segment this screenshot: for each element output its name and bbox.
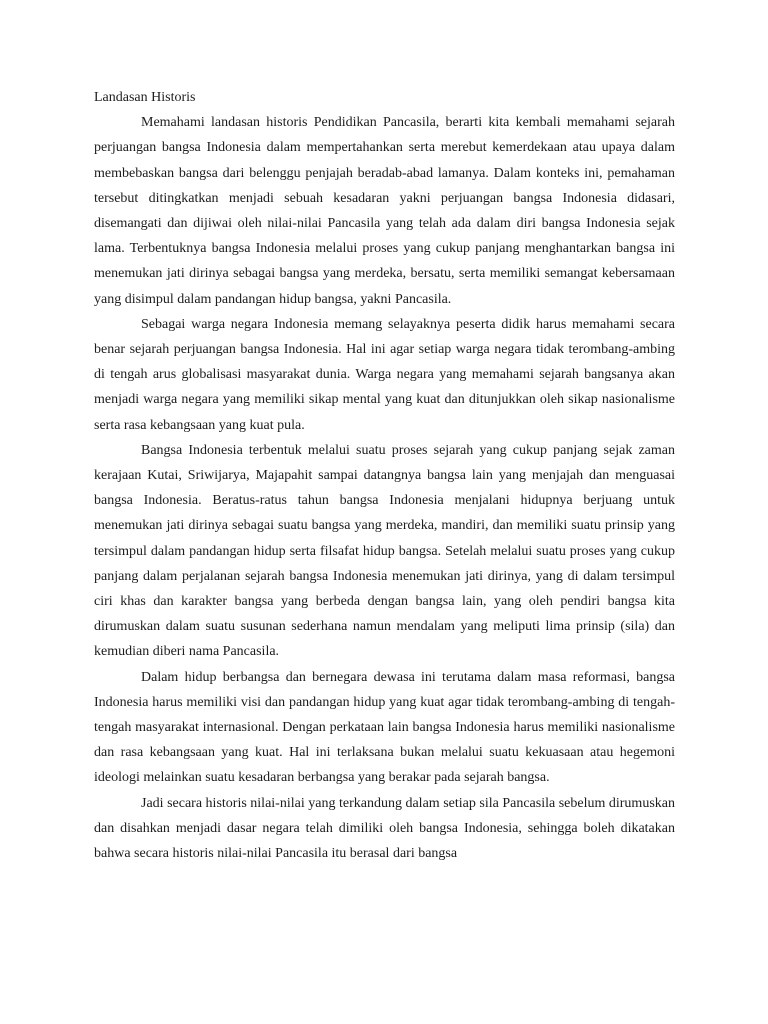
paragraph: Memahami landasan historis Pendidikan Pancasila, berarti kita kembali memahami sejarah perjuangan bangsa Indonesia dalam mempertahankan serta merebut kemerdekaan atau upaya dalam membebaskan bangsa dari belenggu penjajah beradab-abad lamanya. Dalam konteks ini, pemahaman tersebut ditingkatkan menjadi sebuah kesadaran yakni perjuangan bangsa Indonesia didasari, disemangati dan dijiwai oleh nilai-nilai Pancasila yang telah ada dalam diri bangsa Indonesia sejak lama. Terbentuknya bangsa Indonesia melalui proses yang cukup panjang menghantarkan bangsa ini menemukan jati dirinya sebagai bangsa yang merdeka, bersatu, serta memiliki semangat kebersamaan yang disimpul dalam pandangan hidup bangsa, yakni Pancasila. (94, 115, 675, 307)
paragraph: Jadi secara historis nilai-nilai yang terkandung dalam setiap sila Pancasila sebelum dirumuskan dan disahkan menjadi dasar negara telah dimiliki oleh bangsa Indonesia, sehingga boleh dikatakan bahwa secara historis nilai-nilai Pancasila itu berasal dari bangsa (94, 795, 675, 862)
paragraph: Bangsa Indonesia terbentuk melalui suatu proses sejarah yang cukup panjang sejak zaman kerajaan Kutai, Sriwijarya, Majapahit sampai datangnya bangsa lain yang menjajah dan menguasai bangsa Indonesia. Beratus-ratus tahun bangsa Indonesia menjalani hidupnya berjuang untuk menemukan jati dirinya sebagai suatu bangsa yang merdeka, mandiri, dan memiliki suatu prinsip yang tersimpul dalam pandangan hidup serta filsafat hidup bangsa. Setelah melalui suatu proses yang cukup panjang dalam perjalanan sejarah bangsa Indonesia menemukan jati dirinya, yang di dalam tersimpul ciri khas dan karakter bangsa yang berbeda dengan bangsa lain, yang oleh pendiri bangsa kita dirumuskan dalam suatu susunan sederhana namun mendalam yang meliputi lima prinsip (sila) dan kemudian diberi nama Pancasila. (94, 442, 675, 660)
paragraph: Sebagai warga negara Indonesia memang selayaknya peserta didik harus memahami secara benar sejarah perjuangan bangsa Indonesia. Hal ini agar setiap warga negara tidak terombang-ambing di tengah arus globalisasi masyarakat dunia. Warga negara yang memahami sejarah bangsanya akan menjadi warga negara yang memiliki sikap mental yang kuat dan ditunjukkan oleh sikap nasionalisme serta rasa kebangsaan yang kuat pula. (94, 316, 675, 433)
document-body (94, 85, 675, 866)
paragraph: Dalam hidup berbangsa dan bernegara dewasa ini terutama dalam masa reformasi, bangsa Indonesia harus memiliki visi dan pandangan hidup yang kuat agar tidak terombang-ambing di tengah-tengah masyarakat internasional. Dengan perkataan lain bangsa Indonesia harus memiliki nasionalisme dan rasa kebangsaan yang kuat. Hal ini terlaksana bukan melalui suatu kekuasaan atau hegemoni ideologi melainkan suatu kesadaran berbangsa yang berakar pada sejarah bangsa. (94, 669, 675, 786)
document-heading: Landasan Historis (94, 90, 196, 105)
